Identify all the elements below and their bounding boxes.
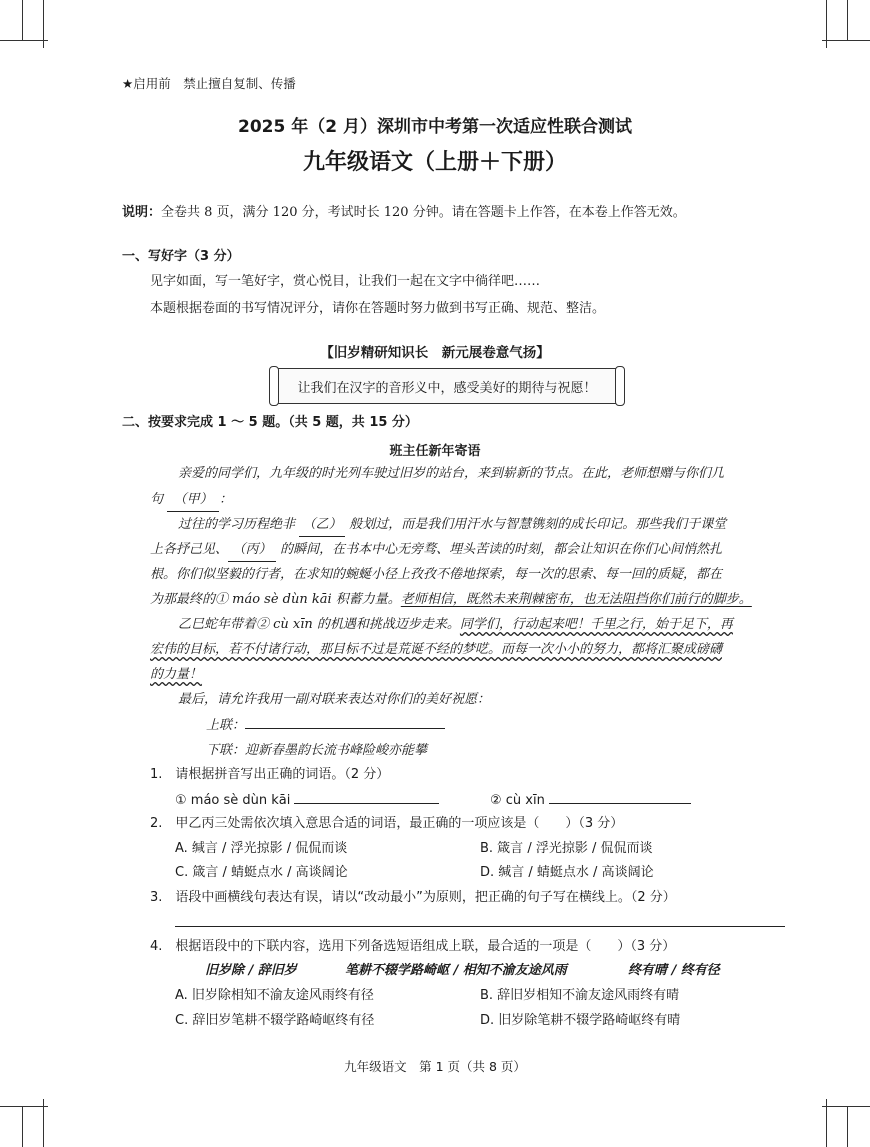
banner-scroll [274, 368, 620, 404]
p1-post: ： [219, 492, 233, 507]
instructions [122, 202, 686, 224]
blank-bing: （丙） [228, 539, 276, 562]
subject-title: 九年级语文（上册＋下册） [302, 149, 567, 174]
q1-b-label: ② cù xīn [490, 793, 545, 808]
q4-phrase-1: 旧岁除 / 辞旧岁 [205, 963, 297, 978]
crop-mark-bottom-left-h [0, 1106, 48, 1107]
wavy-sentence-1: 同学们，行动起来吧！千里之行，始于足下，再 [459, 617, 733, 632]
q1-b-blank[interactable] [549, 789, 691, 804]
couplet-lower: 下联：迎新春墨韵长流书峰险峻亦能攀 [206, 743, 428, 758]
blank-jia: （甲） [167, 489, 219, 512]
q1-a-blank[interactable] [294, 789, 439, 804]
crop-mark-bottom-right-h [822, 1106, 870, 1107]
p2-a-pre: 过往的学习历程绝非 [178, 517, 296, 532]
q2-option-c[interactable]: C. 箴言 / 蜻蜓点水 / 高谈阔论 [175, 865, 348, 880]
q2-option-d[interactable]: D. 缄言 / 蜻蜓点水 / 高谈阔论 [480, 865, 654, 880]
question-1-a [175, 789, 439, 811]
passage-p2-line2 [150, 539, 722, 561]
instructions-text: 全卷共 8 页，满分 120 分，考试时长 120 分钟。请在答题卡上作答，在本卷上作答无效。 [161, 205, 686, 220]
q1-a-label: ① máo sè dùn kāi [175, 793, 291, 808]
passage-p2-line1 [178, 514, 726, 536]
question-3: 3. 语段中画横线句表达有误，请以“改动最小”为原则，把正确的句子写在横线上。（2 分） [150, 890, 676, 905]
couplet-upper-blank[interactable] [245, 714, 445, 729]
q4-phrase-3: 终有晴 / 终有径 [628, 963, 720, 978]
wavy-sentence-3: 的力量！ [150, 667, 203, 682]
instructions-label: 说明： [122, 205, 162, 220]
passage-p3-line3 [150, 664, 202, 686]
p2-d-pre: 为那最终的① máo sè dùn kāi 积蓄力量。 [150, 592, 401, 607]
exam-title: 2025 年（2 月）深圳市中考第一次适应性联合测试 [238, 117, 632, 137]
q4-option-c[interactable]: C. 辞旧岁笔耕不辍学路崎岖终有径 [175, 1013, 375, 1028]
page-footer: 九年级语文 第 1 页（共 8 页） [344, 1059, 526, 1074]
passage-p1-line2 [150, 489, 232, 511]
section1-line1: 见字如面，写一笔好字，赏心悦目，让我们一起在文字中徜徉吧…… [150, 274, 541, 289]
couplet-upper [206, 714, 445, 736]
passage-title: 班主任新年寄语 [389, 444, 481, 459]
q2-option-b[interactable]: B. 箴言 / 浮光掠影 / 侃侃而谈 [480, 841, 653, 856]
passage-p2-line4 [150, 589, 752, 611]
crop-mark-bottom-right-v2 [847, 1106, 848, 1147]
p2-b-post: 的瞬间，在书本中心无旁骛、埋头苦读的时刻，都会让知识在你们心间悄然扎 [280, 542, 723, 557]
q3-answer-line[interactable] [175, 926, 785, 927]
q2-option-a[interactable]: A. 缄言 / 浮光掠影 / 侃侃而谈 [175, 841, 348, 856]
confidential-notice: ★启用前 禁止擅自复制、传播 [122, 76, 296, 91]
underlined-sentence: 老师相信，既然未来荆棘密布，也无法阻挡你们前行的脚步。 [400, 592, 752, 607]
question-2: 2. 甲乙丙三处需依次填入意思合适的词语，最正确的一项应该是（ ）（3 分） [150, 816, 624, 831]
banner-title: 【旧岁精研知识长 新元展卷意气扬】 [320, 345, 550, 361]
q4-option-d[interactable]: D. 旧岁除笔耕不辍学路崎岖终有晴 [480, 1013, 681, 1028]
question-1: 1. 请根据拼音写出正确的词语。（2 分） [150, 767, 390, 782]
q4-option-a[interactable]: A. 旧岁除相知不渝友途风雨终有径 [175, 988, 374, 1003]
section1-line2: 本题根据卷面的书写情况评分，请你在答题时努力做到书写正确、规范、整洁。 [150, 301, 606, 316]
wavy-sentence-2: 宏伟的目标，若不付诸行动，那目标不过是荒诞不经的梦呓。而每一次小小的努力，都将汇聚成磅礴 [150, 642, 723, 657]
passage-p4: 最后，请允许我用一副对联来表达对你们的美好祝愿： [178, 692, 491, 707]
question-4: 4. 根据语段中的下联内容，选用下列备选短语组成上联，最合适的一项是（ ）（3 分） [150, 939, 676, 954]
question-1-b [490, 789, 691, 811]
crop-mark-top-right-v2 [847, 0, 848, 40]
passage-p1-line1: 亲爱的同学们，九年级的时光列车驶过旧岁的站台，来到崭新的节点。在此，老师想赠与你们几 [178, 466, 725, 481]
p2-a-post: 般划过，而是我们用汗水与智慧镌刻的成长印记。那些我们于课堂 [349, 517, 727, 532]
q4-option-b[interactable]: B. 辞旧岁相知不渝友途风雨终有晴 [480, 988, 680, 1003]
p3-a-pre: 乙巳蛇年带着② cù xīn 的机遇和挑战迈步走来。 [178, 617, 460, 632]
crop-mark-top-left-h [0, 40, 48, 41]
couplet-upper-label: 上联： [206, 718, 246, 733]
section1-heading: 一、写好字（3 分） [122, 249, 240, 264]
passage-p2-line3: 根。你们似坚毅的行者，在求知的蜿蜒小径上孜孜不倦地探索，每一次的思索、每一回的质疑，都在 [150, 567, 723, 582]
blank-yi: （乙） [299, 514, 345, 537]
q4-phrase-2: 笔耕不辍学路崎岖 / 相知不渝友途风雨 [345, 963, 567, 978]
crop-mark-top-left-v2 [22, 0, 23, 40]
passage-p3-line1 [178, 614, 733, 636]
passage-p3-line2 [150, 639, 722, 661]
p1-pre: 句 [150, 492, 164, 507]
crop-mark-bottom-left-v2 [22, 1106, 23, 1147]
section2-heading: 二、按要求完成 1 ～ 5 题。（共 5 题，共 15 分） [122, 415, 418, 430]
p2-b-pre: 上各抒己见、 [150, 542, 229, 557]
banner-scroll-text: 让我们在汉字的音形义中，感受美好的期待与祝愿！ [297, 381, 597, 396]
crop-mark-top-right-h [822, 40, 870, 41]
